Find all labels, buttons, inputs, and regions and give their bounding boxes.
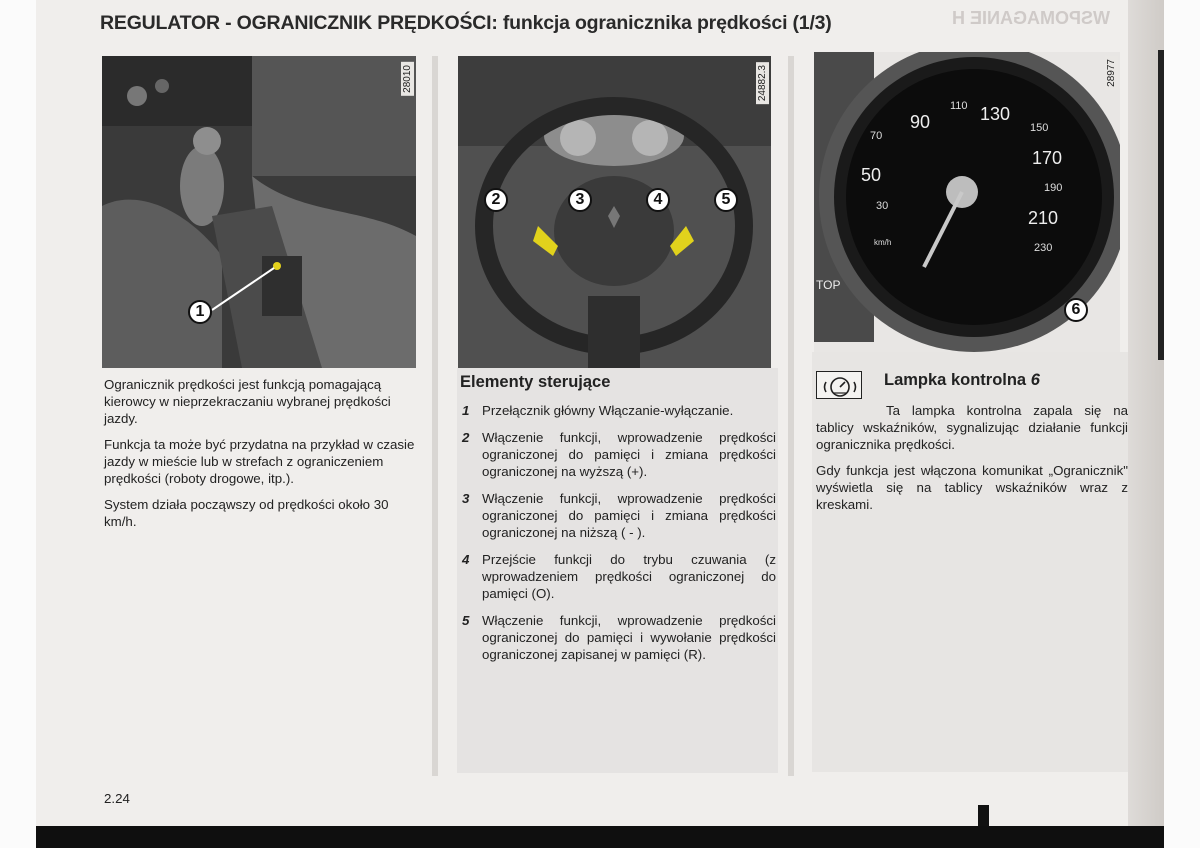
speed-limiter-warning-icon xyxy=(816,371,862,399)
callout-marker: 6 xyxy=(1064,298,1088,322)
callout-marker: 5 xyxy=(714,188,738,212)
photo-code: 28010 xyxy=(401,62,414,96)
photo-steering-wheel xyxy=(458,56,771,368)
column-divider xyxy=(788,56,794,776)
controls-heading: Elementy sterujące xyxy=(460,373,611,391)
item-text: Włączenie funkcji, wprowadzenie prędkości ograniczonej do pamięci i zmiana prędkości ograniczonej na niższą ( - ). xyxy=(482,491,776,540)
list-item xyxy=(460,490,776,541)
gauge-label: 110 xyxy=(950,100,968,112)
warning-light-title-text: Lampka kontrolna xyxy=(884,371,1027,389)
callout-marker: 1 xyxy=(188,300,212,324)
item-text: Włączenie funkcji, wprowadzenie prędkości ograniczonej do pamięci i wywołanie prędkości ograniczonej zapisanej w pamięci (R). xyxy=(482,613,776,662)
paragraph: Ta lampka kontrolna zapala się na tablicy wskaźników, sygnalizując działanie funkcji ogranicznika prędkości. xyxy=(816,403,1128,452)
item-text: Przełącznik główny Włączanie-wyłączanie. xyxy=(482,403,734,418)
page-title: REGULATOR - OGRANICZNIK PRĘDKOŚCI: funkcja ogranicznika prędkości (1/3) xyxy=(100,12,832,34)
photo-code: 24882.3 xyxy=(756,62,769,104)
gauge-label: 90 xyxy=(910,112,931,132)
page-number: 2.24 xyxy=(104,791,130,806)
warning-light-title xyxy=(884,371,1040,390)
gauge-label: 230 xyxy=(1034,242,1053,254)
item-number: 3 xyxy=(462,491,470,506)
callout-marker: 4 xyxy=(646,188,670,212)
section-marker xyxy=(978,805,989,827)
list-item xyxy=(460,612,776,663)
paragraph: Ogranicznik prędkości jest funkcją pomagającą kierowcy w nieprzekraczaniu wybranej prędkości jazdy. xyxy=(104,377,391,426)
gauge-label: 30 xyxy=(876,200,889,212)
gauge-label: 190 xyxy=(1044,182,1063,194)
side-label: TOP xyxy=(816,278,841,292)
paragraph: System działa począwszy od prędkości około 30 km/h. xyxy=(104,497,389,529)
photo-code: 28977 xyxy=(1105,56,1118,90)
gauge-label: 170 xyxy=(1032,148,1063,168)
warning-light-text xyxy=(816,402,1128,522)
gauge-label: 70 xyxy=(870,130,883,142)
controls-list xyxy=(460,402,776,673)
item-number: 4 xyxy=(462,552,470,567)
warning-light-header xyxy=(816,368,1126,400)
gauge-label: 130 xyxy=(980,104,1011,124)
bottom-dark-band xyxy=(36,826,1164,848)
callout-marker: 3 xyxy=(568,188,592,212)
paragraph: Funkcja ta może być przydatna na przykład w czasie jazdy w mieście lub w strefach z ograniczeniem prędkości (roboty drogowe, itp.). xyxy=(104,437,415,486)
list-item xyxy=(460,429,776,480)
photo-speedometer xyxy=(814,52,1120,352)
list-item xyxy=(460,402,776,419)
page-left-margin xyxy=(0,0,36,848)
callout-marker: 2 xyxy=(484,188,508,212)
warning-light-ref: 6 xyxy=(1030,371,1040,389)
item-number: 2 xyxy=(462,430,470,445)
paragraph: Gdy funkcja jest włączona komunikat „Ogranicznik" wyświetla się na tablicy wskaźników wraz z kreskami. xyxy=(816,463,1128,512)
adjacent-page-strip xyxy=(1128,0,1164,828)
bleed-through-text: WSPOMAGANIE H xyxy=(952,8,1111,28)
gauge-label: 150 xyxy=(1030,122,1049,134)
intro-text xyxy=(104,376,417,539)
gauge-label: 210 xyxy=(1028,208,1059,228)
photo-center-console xyxy=(102,56,416,368)
column-divider xyxy=(432,56,438,776)
item-number: 5 xyxy=(462,613,470,628)
gauge-label: 50 xyxy=(861,165,882,185)
list-item xyxy=(460,551,776,602)
page-right-margin xyxy=(1164,0,1200,848)
item-text: Przejście funkcji do trybu czuwania (z wprowadzeniem prędkości ograniczonej do pamięci (O). xyxy=(482,552,776,601)
item-text: Włączenie funkcji, wprowadzenie prędkości ograniczonej do pamięci i zmiana prędkości ograniczonej na wyższą (+). xyxy=(482,430,776,479)
gauge-unit: km/h xyxy=(874,238,892,247)
item-number: 1 xyxy=(462,403,470,418)
